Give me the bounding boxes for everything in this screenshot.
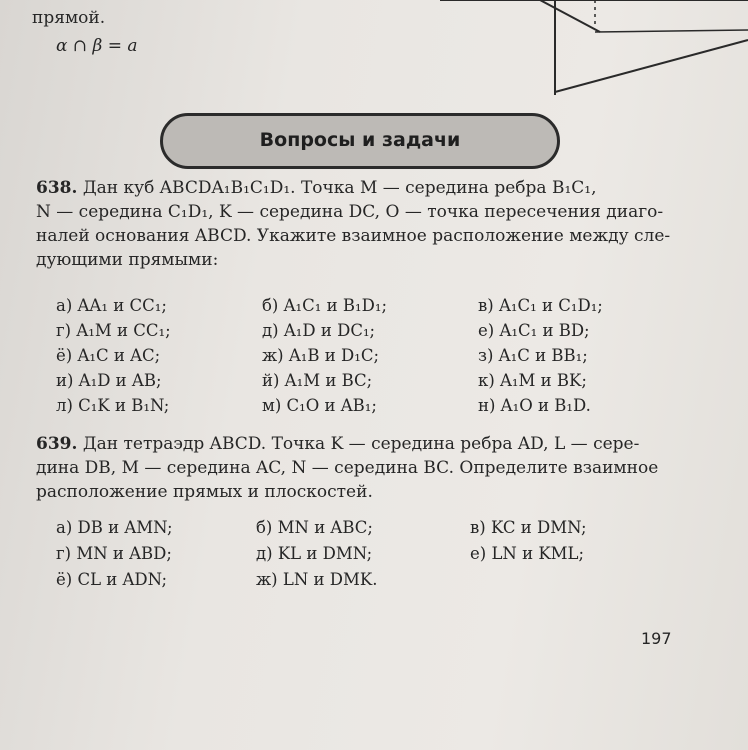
problem-639-text	[36, 432, 696, 456]
problem-line: дина DB, M — середина AC, N — середина BC. Определите взаимное	[36, 458, 659, 478]
plane-figure	[430, 0, 748, 95]
exercise-item: н) A₁O и B₁D.	[478, 396, 591, 415]
exercise-item: а) DB и AMN;	[56, 518, 173, 537]
top-formula: α ∩ β = a	[56, 36, 138, 56]
problem-638-text	[36, 176, 696, 200]
exercise-item: г) A₁M и CC₁;	[56, 321, 171, 340]
exercise-item: л) C₁K и B₁N;	[56, 396, 170, 415]
exercise-item: д) KL и DMN;	[256, 544, 373, 563]
exercise-item: к) A₁M и BK;	[478, 371, 587, 390]
section-banner	[160, 113, 560, 169]
problem-line: N — середина C₁D₁, K — середина DC, O — точка пересечения диаго-	[36, 202, 664, 222]
problem-line: Дан куб ABCDA₁B₁C₁D₁. Точка M — середина ребра B₁C₁,	[82, 178, 597, 198]
problem-number: 639.	[36, 434, 78, 454]
exercise-item: в) A₁C₁ и C₁D₁;	[478, 296, 603, 315]
problem-line: дующими прямыми:	[36, 250, 219, 270]
problem-line: расположение прямых и плоскостей.	[36, 482, 373, 502]
exercise-item: й) A₁M и BC;	[262, 371, 373, 390]
exercise-item: и) A₁D и AB;	[56, 371, 162, 390]
exercise-item: ё) CL и ADN;	[56, 570, 168, 589]
top-text-line: прямой.	[32, 8, 106, 28]
exercise-item: д) A₁D и DC₁;	[262, 321, 376, 340]
section-title: Вопросы и задачи	[259, 129, 461, 151]
problem-number: 638.	[36, 178, 78, 198]
problem-line: налей основания ABCD. Укажите взаимное расположение между сле-	[36, 226, 671, 246]
exercise-item: ё) A₁C и AC;	[56, 346, 161, 365]
exercise-item: е) LN и KML;	[470, 544, 585, 563]
exercise-item: м) C₁O и AB₁;	[262, 396, 377, 415]
exercise-item: ж) A₁B и D₁C;	[262, 346, 380, 365]
exercise-item: б) A₁C₁ и B₁D₁;	[262, 296, 388, 315]
exercise-item: в) KC и DMN;	[470, 518, 587, 537]
page-number: 197	[641, 629, 672, 648]
exercise-item: г) MN и ABD;	[56, 544, 172, 563]
problem-line: Дан тетраэдр ABCD. Точка K — середина ребра AD, L — сере-	[82, 434, 640, 454]
exercise-item: з) A₁C и BB₁;	[478, 346, 588, 365]
exercise-item: е) A₁C₁ и BD;	[478, 321, 590, 340]
exercise-item: б) MN и ABC;	[256, 518, 373, 537]
exercise-item: ж) LN и DMK.	[256, 570, 378, 589]
exercise-item: а) AA₁ и CC₁;	[56, 296, 167, 315]
